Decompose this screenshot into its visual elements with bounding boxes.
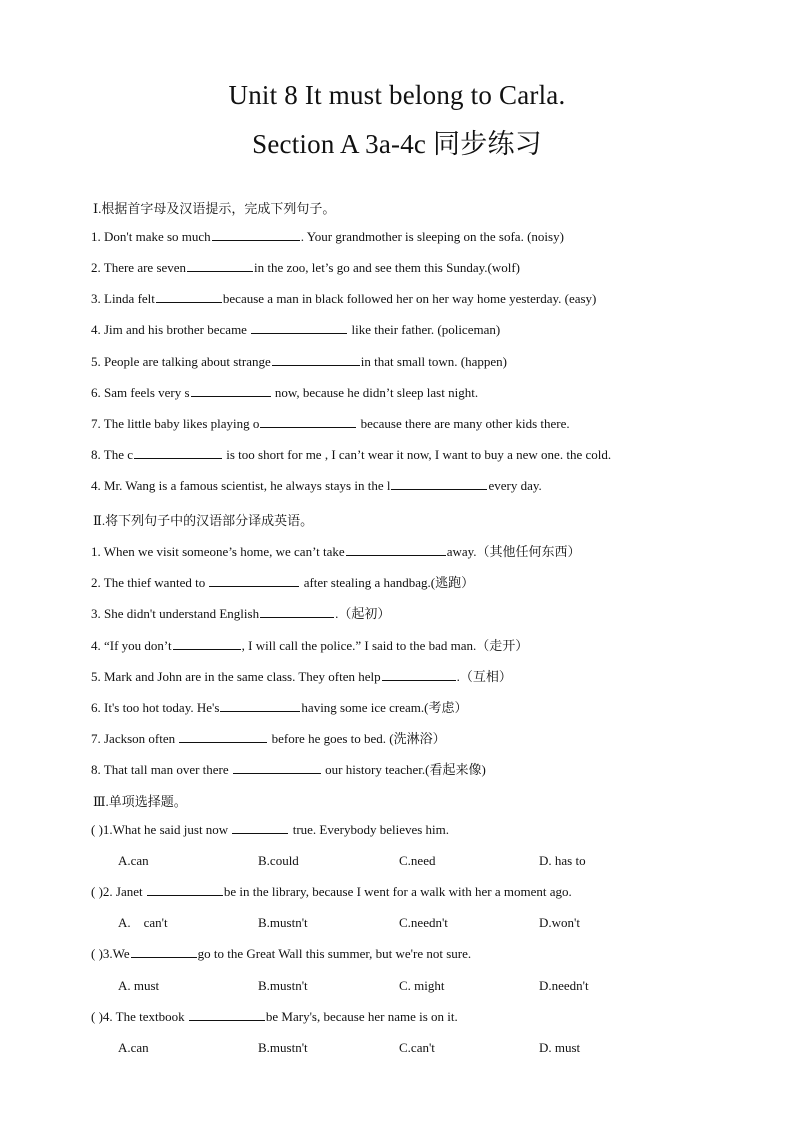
mcq-option[interactable]: C.need — [399, 853, 436, 868]
part1-item: 4. Jim and his brother became like their father. (policeman) — [91, 322, 501, 337]
part1-item: 7. The little baby likes playing o because there are many other kids there. — [91, 416, 570, 431]
mcq-option[interactable]: B.mustn't — [258, 915, 308, 930]
answer-blank[interactable] — [212, 229, 300, 241]
mcq-option[interactable]: B.mustn't — [258, 978, 308, 993]
part2-item: 5. Mark and John are in the same class. They often help .（互相） — [91, 669, 512, 684]
answer-blank[interactable] — [156, 291, 222, 303]
title-line-1: Unit 8 It must belong to Carla. — [228, 80, 566, 110]
mcq-option[interactable]: A.can — [118, 1040, 149, 1055]
answer-blank[interactable] — [251, 322, 347, 334]
part1-item: 1. Don't make so much . Your grandmother is sleeping on the sofa. (noisy) — [91, 229, 564, 244]
part2-item: 4. “If you don’t , I will call the police.” I said to the bad man.（走开） — [91, 638, 529, 653]
answer-blank[interactable] — [173, 638, 241, 650]
part1-item: 3. Linda felt because a man in black followed her on her way home yesterday. (easy) — [91, 291, 597, 306]
answer-blank[interactable] — [147, 884, 223, 896]
mcq-question: ( )1.What he said just now true. Everybody believes him. — [91, 822, 450, 837]
part1-item: 8. The c is too short for me , I can’t wear it now, I want to buy a new one. the cold. — [91, 447, 612, 462]
answer-blank[interactable] — [189, 1009, 265, 1021]
mcq-option[interactable]: B.could — [258, 853, 299, 868]
answer-blank[interactable] — [260, 416, 356, 428]
part2-item: 8. That tall man over there our history teacher.(看起来像) — [91, 762, 486, 777]
mcq-option[interactable]: C.can't — [399, 1040, 435, 1055]
answer-blank[interactable] — [346, 544, 446, 556]
answer-blank[interactable] — [232, 822, 288, 834]
answer-blank[interactable] — [220, 700, 300, 712]
mcq-question: ( )3.We go to the Great Wall this summer, but we're not sure. — [91, 946, 472, 961]
section-2-heading: Ⅱ.将下列句子中的汉语部分译成英语。 — [93, 513, 314, 528]
mcq-option[interactable]: C. might — [399, 978, 445, 993]
answer-blank[interactable] — [233, 762, 321, 774]
answer-blank[interactable] — [131, 946, 197, 958]
part1-item: 6. Sam feels very s now, because he didn’t sleep last night. — [91, 385, 479, 400]
mcq-option[interactable]: B.mustn't — [258, 1040, 308, 1055]
part2-item: 7. Jackson often before he goes to bed. (洗淋浴） — [91, 731, 446, 746]
section-3-heading: Ⅲ.单项选择题。 — [93, 794, 187, 809]
title-line-2: Section A 3a-4c 同步练习 — [252, 129, 542, 159]
mcq-option[interactable]: A. can't — [118, 915, 168, 930]
mcq-option[interactable]: C.needn't — [399, 915, 448, 930]
answer-blank[interactable] — [134, 447, 222, 459]
mcq-option[interactable]: D.won't — [539, 915, 580, 930]
mcq-question: ( )2. Janet be in the library, because I went for a walk with her a moment ago. — [91, 884, 572, 899]
answer-blank[interactable] — [187, 260, 253, 272]
part2-item: 2. The thief wanted to after stealing a handbag.(逃跑） — [91, 575, 475, 590]
answer-blank[interactable] — [191, 385, 271, 397]
mcq-option[interactable]: D.needn't — [539, 978, 589, 993]
answer-blank[interactable] — [391, 478, 487, 490]
answer-blank[interactable] — [382, 669, 456, 681]
mcq-option[interactable]: D. must — [539, 1040, 581, 1055]
answer-blank[interactable] — [179, 731, 267, 743]
answer-blank[interactable] — [209, 575, 299, 587]
mcq-option[interactable]: D. has to — [539, 853, 586, 868]
part1-item: 2. There are seven in the zoo, let’s go and see them this Sunday.(wolf) — [91, 260, 521, 275]
mcq-option[interactable]: A. must — [118, 978, 160, 993]
mcq-question: ( )4. The textbook be Mary's, because her name is on it. — [91, 1009, 458, 1024]
mcq-option[interactable]: A.can — [118, 853, 149, 868]
part2-item: 6. It's too hot today. He's having some ice cream.(考虑） — [91, 700, 468, 715]
section-1-heading: Ⅰ.根据首字母及汉语提示，完成下列句子。 — [93, 201, 336, 216]
answer-blank[interactable] — [260, 606, 334, 618]
part2-item: 1. When we visit someone’s home, we can’t take away.（其他任何东西） — [91, 544, 581, 559]
part1-item: 5. People are talking about strange in that small town. (happen) — [91, 354, 507, 369]
part1-item: 4. Mr. Wang is a famous scientist, he always stays in the l every day. — [91, 478, 542, 493]
answer-blank[interactable] — [272, 354, 360, 366]
part2-item: 3. She didn't understand English .（起初） — [91, 606, 391, 621]
